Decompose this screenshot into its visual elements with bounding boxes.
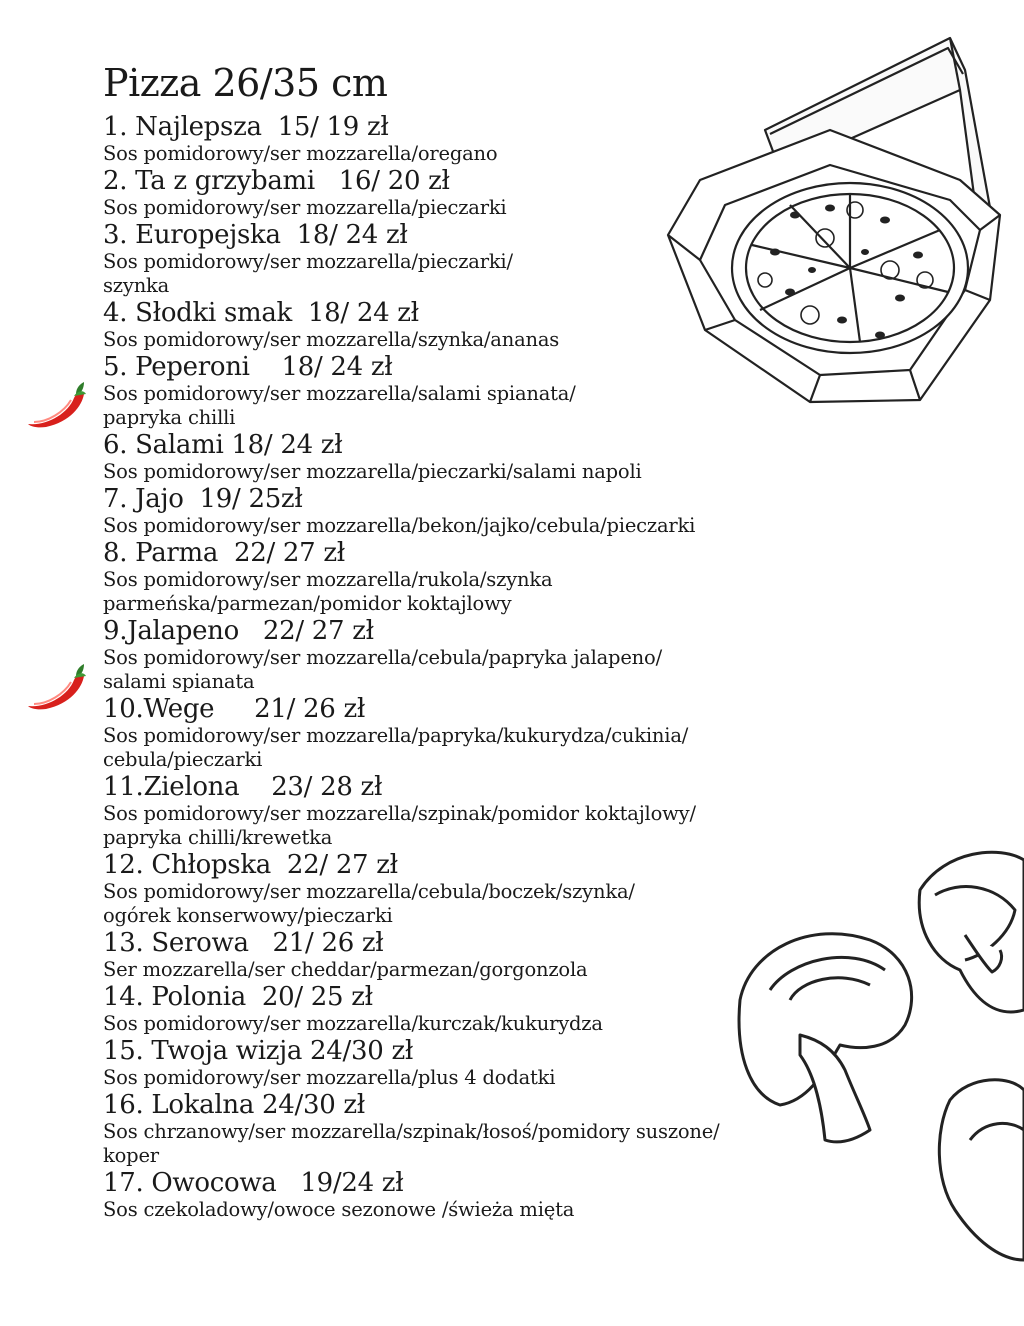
menu-title: Pizza 26/35 cm bbox=[103, 61, 388, 105]
menu-item-name-price: 5. Peperoni 18/ 24 zł bbox=[103, 352, 393, 382]
menu-item bbox=[103, 352, 903, 430]
menu-item bbox=[103, 772, 903, 850]
menu-item bbox=[103, 538, 903, 616]
menu-item-name-price: 10.Wege 21/ 26 zł bbox=[103, 694, 365, 724]
menu-item-ingredients: salami spianata bbox=[103, 670, 255, 693]
menu-item-ingredients: Sos pomidorowy/ser mozzarella/szpinak/pomidor koktajlowy/ bbox=[103, 802, 696, 825]
menu-item bbox=[103, 616, 903, 694]
chili-pepper-icon bbox=[26, 380, 88, 430]
menu-item-name-price: 6. Salami 18/ 24 zł bbox=[103, 430, 343, 460]
menu-item-ingredients: Sos pomidorowy/ser mozzarella/salami spianata/ bbox=[103, 382, 576, 405]
menu-item-ingredients: papryka chilli bbox=[103, 406, 236, 429]
menu-item bbox=[103, 928, 903, 982]
menu-item-name-price: 2. Ta z grzybami 16/ 20 zł bbox=[103, 166, 450, 196]
menu-item-name-price: 14. Polonia 20/ 25 zł bbox=[103, 982, 373, 1012]
menu-item-name-price: 12. Chłopska 22/ 27 zł bbox=[103, 850, 398, 880]
menu-item-ingredients: Sos pomidorowy/ser mozzarella/plus 4 dodatki bbox=[103, 1066, 556, 1089]
menu-item-name-price: 1. Najlepsza 15/ 19 zł bbox=[103, 112, 389, 142]
menu-item bbox=[103, 694, 903, 772]
menu-item-name-price: 15. Twoja wizja 24/30 zł bbox=[103, 1036, 413, 1066]
menu-item bbox=[103, 982, 903, 1036]
menu-item-ingredients: Sos pomidorowy/ser mozzarella/bekon/jajko/cebula/pieczarki bbox=[103, 514, 696, 537]
menu-item bbox=[103, 850, 903, 928]
menu-item-name-price: 13. Serowa 21/ 26 zł bbox=[103, 928, 384, 958]
menu-item bbox=[103, 112, 903, 166]
menu-item-ingredients: Ser mozzarella/ser cheddar/parmezan/gorgonzola bbox=[103, 958, 588, 981]
menu-item-ingredients: Sos pomidorowy/ser mozzarella/szynka/ananas bbox=[103, 328, 560, 351]
menu-item-name-price: 3. Europejska 18/ 24 zł bbox=[103, 220, 408, 250]
menu-item-name-price: 17. Owocowa 19/24 zł bbox=[103, 1168, 404, 1198]
menu-item bbox=[103, 1036, 903, 1090]
menu-item bbox=[103, 1168, 903, 1222]
chili-pepper-icon bbox=[26, 662, 88, 712]
menu-item-ingredients: Sos pomidorowy/ser mozzarella/oregano bbox=[103, 142, 498, 165]
menu-item-name-price: 11.Zielona 23/ 28 zł bbox=[103, 772, 383, 802]
menu-item-ingredients: Sos pomidorowy/ser mozzarella/kurczak/kukurydza bbox=[103, 1012, 603, 1035]
menu-item-list bbox=[103, 112, 903, 1222]
menu-item-ingredients: papryka chilli/krewetka bbox=[103, 826, 333, 849]
menu-item-ingredients: ogórek konserwowy/pieczarki bbox=[103, 904, 393, 927]
menu-item-ingredients: Sos chrzanowy/ser mozzarella/szpinak/łosoś/pomidory suszone/ bbox=[103, 1120, 720, 1143]
menu-item-name-price: 9.Jalapeno 22/ 27 zł bbox=[103, 616, 374, 646]
menu-item-ingredients: koper bbox=[103, 1144, 159, 1167]
menu-item bbox=[103, 298, 903, 352]
menu-item-ingredients: Sos pomidorowy/ser mozzarella/papryka/kukurydza/cukinia/ bbox=[103, 724, 689, 747]
menu-item-ingredients: Sos pomidorowy/ser mozzarella/pieczarki bbox=[103, 196, 507, 219]
menu-item-ingredients: Sos pomidorowy/ser mozzarella/cebula/boczek/szynka/ bbox=[103, 880, 635, 903]
menu-item-ingredients: Sos czekoladowy/owoce sezonowe /świeża mięta bbox=[103, 1198, 575, 1221]
menu-item-ingredients: szynka bbox=[103, 274, 170, 297]
menu-item-ingredients: Sos pomidorowy/ser mozzarella/pieczarki/salami napoli bbox=[103, 460, 642, 483]
menu-item bbox=[103, 1090, 903, 1168]
menu-item bbox=[103, 220, 903, 298]
menu-item bbox=[103, 166, 903, 220]
menu-item-ingredients: Sos pomidorowy/ser mozzarella/pieczarki/ bbox=[103, 250, 513, 273]
menu-item-name-price: 7. Jajo 19/ 25zł bbox=[103, 484, 303, 514]
menu-item bbox=[103, 430, 903, 484]
menu-item-ingredients: Sos pomidorowy/ser mozzarella/cebula/papryka jalapeno/ bbox=[103, 646, 662, 669]
menu-item-ingredients: parmeńska/parmezan/pomidor koktajlowy bbox=[103, 592, 512, 615]
menu-item-ingredients: Sos pomidorowy/ser mozzarella/rukola/szynka bbox=[103, 568, 553, 591]
menu-item-ingredients: cebula/pieczarki bbox=[103, 748, 263, 771]
menu-item-name-price: 4. Słodki smak 18/ 24 zł bbox=[103, 298, 419, 328]
menu-item bbox=[103, 484, 903, 538]
menu-item-name-price: 16. Lokalna 24/30 zł bbox=[103, 1090, 365, 1120]
menu-item-name-price: 8. Parma 22/ 27 zł bbox=[103, 538, 345, 568]
pizza-menu bbox=[103, 58, 903, 1222]
